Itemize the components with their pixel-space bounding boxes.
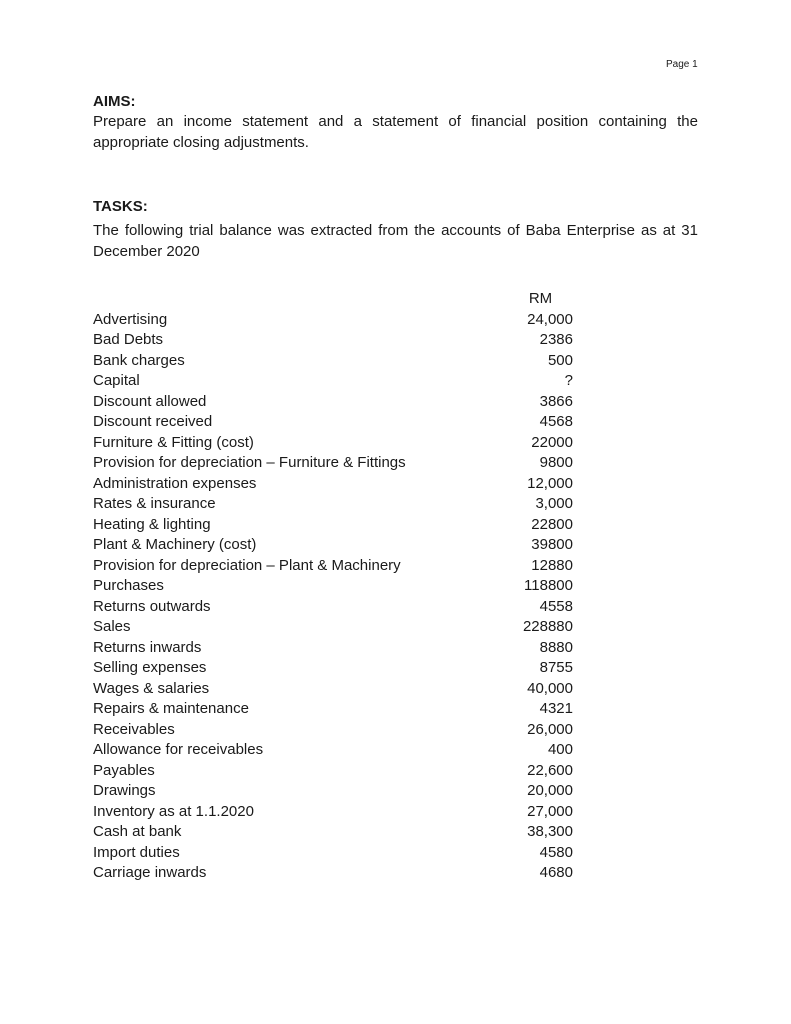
account-name: Plant & Machinery (cost): [93, 536, 257, 553]
account-amount: 40,000: [527, 679, 573, 697]
account-name: Heating & lighting: [93, 515, 211, 533]
account-amount: 4558: [539, 597, 573, 615]
account-amount: 3866: [539, 392, 573, 410]
account-name: Discount received: [93, 413, 213, 430]
account-amount: 9800: [539, 454, 573, 471]
table-row: [93, 474, 573, 495]
account-amount: 4580: [539, 843, 573, 861]
table-row: [93, 433, 573, 454]
aims-heading: AIMS:: [93, 93, 136, 110]
account-amount: 3,000: [535, 495, 573, 512]
account-name: Bank charges: [93, 351, 185, 369]
account-name: Returns outwards: [93, 597, 211, 615]
account-amount: 26,000: [527, 720, 573, 738]
account-amount: 38,300: [527, 823, 573, 840]
table-row: [93, 412, 573, 433]
account-amount: ?: [564, 372, 573, 389]
table-row: [93, 494, 573, 515]
account-amount: 400: [547, 741, 573, 758]
account-name: Administration expenses: [93, 474, 257, 492]
table-row: [93, 802, 573, 823]
table-row: [93, 392, 573, 413]
table-row: [93, 351, 573, 372]
table-row: [93, 658, 573, 679]
account-amount: 20,000: [527, 782, 573, 799]
account-amount: 8880: [539, 638, 573, 656]
account-amount: 4321: [539, 700, 573, 717]
account-amount: 500: [547, 351, 573, 369]
table-row: [93, 843, 573, 864]
account-name: Bad Debts: [93, 331, 164, 348]
account-name: Import duties: [93, 843, 180, 861]
table-row: [93, 330, 573, 351]
account-name: Wages & salaries: [93, 679, 210, 697]
table-row: [93, 576, 573, 597]
account-name: Inventory as at 1.1.2020: [93, 802, 254, 820]
account-name: Allowance for receivables: [93, 741, 264, 758]
table-row: [93, 699, 573, 720]
table-row: [93, 638, 573, 659]
table-row: [93, 720, 573, 741]
page-number: Page 1: [666, 59, 698, 70]
account-amount: 2386: [539, 331, 573, 348]
account-amount: 24,000: [527, 310, 573, 328]
account-name: Sales: [93, 618, 131, 635]
account-name: Advertising: [93, 310, 168, 328]
table-row: [93, 515, 573, 536]
account-name: Provision for depreciation – Plant & Machinery: [93, 556, 401, 574]
account-name: Receivables: [93, 720, 175, 738]
account-amount: 12,000: [527, 474, 573, 492]
header-description-cell: [93, 289, 508, 310]
account-amount: 22000: [531, 433, 573, 451]
account-name: Discount allowed: [93, 392, 207, 410]
table-row: [93, 371, 573, 392]
account-name: Cash at bank: [93, 823, 182, 840]
account-name: Capital: [93, 372, 140, 389]
account-name: Selling expenses: [93, 659, 207, 676]
account-name: Purchases: [93, 577, 164, 594]
table-row: [93, 310, 573, 331]
account-name: Furniture & Fitting (cost): [93, 433, 254, 451]
account-amount: 4680: [539, 864, 573, 881]
table-row: [93, 822, 573, 843]
account-amount: 4568: [539, 413, 573, 430]
table-row: [93, 535, 573, 556]
account-amount: 8755: [539, 659, 573, 676]
currency-header: RM: [528, 290, 553, 307]
account-name: Carriage inwards: [93, 864, 207, 881]
trial-balance-table: [93, 289, 573, 884]
table-row: [93, 781, 573, 802]
table-row: [93, 863, 573, 884]
account-amount: 12880: [531, 556, 573, 574]
table-row: [93, 597, 573, 618]
tasks-heading: TASKS:: [93, 198, 148, 215]
table-row: [93, 761, 573, 782]
table-row: [93, 679, 573, 700]
table-row: [93, 453, 573, 474]
table-row: [93, 556, 573, 577]
account-name: Payables: [93, 761, 155, 779]
document-body: [93, 92, 698, 884]
aims-section: [93, 92, 698, 152]
table-row: [93, 617, 573, 638]
account-name: Provision for depreciation – Furniture & Fittings: [93, 454, 406, 471]
account-name: Drawings: [93, 782, 156, 799]
trial-balance-header-row: [93, 289, 573, 310]
account-name: Rates & insurance: [93, 495, 216, 512]
tasks-text: The following trial balance was extracted from the accounts of Baba Enterprise as at 31 December 2020: [93, 222, 698, 260]
account-name: Repairs & maintenance: [93, 700, 249, 717]
account-amount: 22800: [531, 515, 573, 533]
account-name: Returns inwards: [93, 638, 202, 656]
account-amount: 118800: [524, 577, 573, 594]
table-row: [93, 740, 573, 761]
account-amount: 22,600: [527, 761, 573, 779]
account-amount: 27,000: [527, 802, 573, 820]
aims-text: Prepare an income statement and a statement of financial position containing the appropriate closing adjustments.: [93, 113, 698, 151]
tasks-section: [93, 197, 698, 262]
account-amount: 39800: [531, 536, 573, 553]
account-amount: 228880: [522, 618, 573, 635]
